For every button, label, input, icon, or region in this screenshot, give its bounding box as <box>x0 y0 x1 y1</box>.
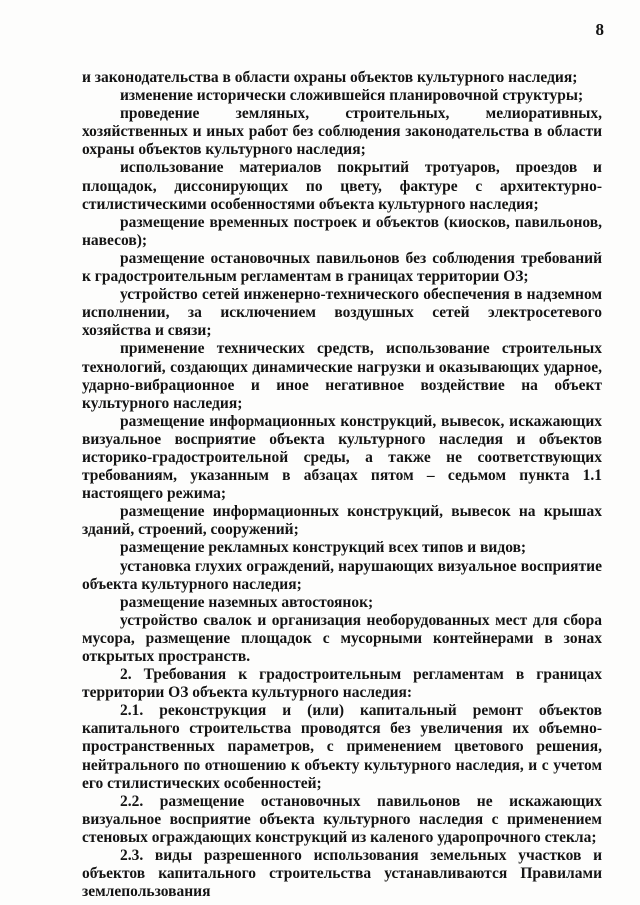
paragraph: устройство свалок и организация необорудованных мест для сбора мусора, размещение площадок с мусорными контейнерами в зонах открытых пространств. <box>82 611 602 665</box>
paragraph: размещение остановочных павильонов без соблюдения требований к градостроительным регламентам в границах территории ОЗ; <box>82 249 602 286</box>
paragraph: размещение временных построек и объектов (киосков, павильонов, навесов); <box>82 213 602 249</box>
paragraph: размещение рекламных конструкций всех типов и видов; <box>120 539 527 557</box>
paragraph: и законодательства в области охраны объектов культурного наследия; <box>82 69 578 86</box>
paragraph: использование материалов покрытий тротуаров, проездов и площадок, диссонирующих по цвету, фактуре с архитектурно-стилистическими особенностями объекта культурного наследия; <box>82 159 602 213</box>
paragraph: устройство сетей инженерно-технического обеспечения в надземном исполнении, за исключением воздушных сетей электросетевого хозяйства и связи; <box>82 286 602 340</box>
paragraph: применение технических средств, использование строительных технологий, создающих динамические нагрузки и оказывающих ударное, ударно-вибрационное и иное негативное воздействие на объект культурного наследия; <box>82 340 602 412</box>
paragraph: проведение земляных, строительных, мелиоративных, хозяйственных и иных работ без соблюдения законодательства в области охраны объектов культурного наследия; <box>82 105 602 159</box>
page-number: 8 <box>595 20 604 39</box>
paragraph: 2.2. размещение остановочных павильонов не искажающих визуальное восприятие объекта культурного наследия с применением стеновых ограждающих конструкций из каленого ударопрочного стекла; <box>82 792 602 846</box>
paragraph: размещение информационных конструкций, вывесок, искажающих визуальное восприятие объекта культурного наследия и объектов историко-градостроительной среды, а также не соответствующих требованиям, указанным в абзацах пятом – седьмом пункта 1.1 настоящего режима; <box>82 412 602 503</box>
paragraph: установка глухих ограждений, нарушающих визуальное восприятие объекта культурного наследия; <box>82 557 602 593</box>
paragraph: 2.3. виды разрешенного использования земельных участков и объектов капитального строительства устанавливаются Правилами землепользования <box>82 847 602 901</box>
paragraph: изменение исторически сложившейся планировочной структуры; <box>120 87 584 105</box>
section-heading: 2. Требования к градостроительным регламентам в границах территории ОЗ объекта культурного наследия: <box>82 666 602 702</box>
paragraph: размещение информационных конструкций, вывесок на крышах зданий, строений, сооружений; <box>82 503 602 539</box>
paragraph: размещение наземных автостоянок; <box>120 593 374 611</box>
document-body <box>82 69 602 901</box>
paragraph: 2.1. реконструкция и (или) капитальный ремонт объектов капитального строительства проводятся без увеличения их объемно-пространственных параметров, с применением цветового решения, нейтрального по отношению к объекту культурного наследия, и с учетом его стилистических особенностей; <box>82 702 602 792</box>
